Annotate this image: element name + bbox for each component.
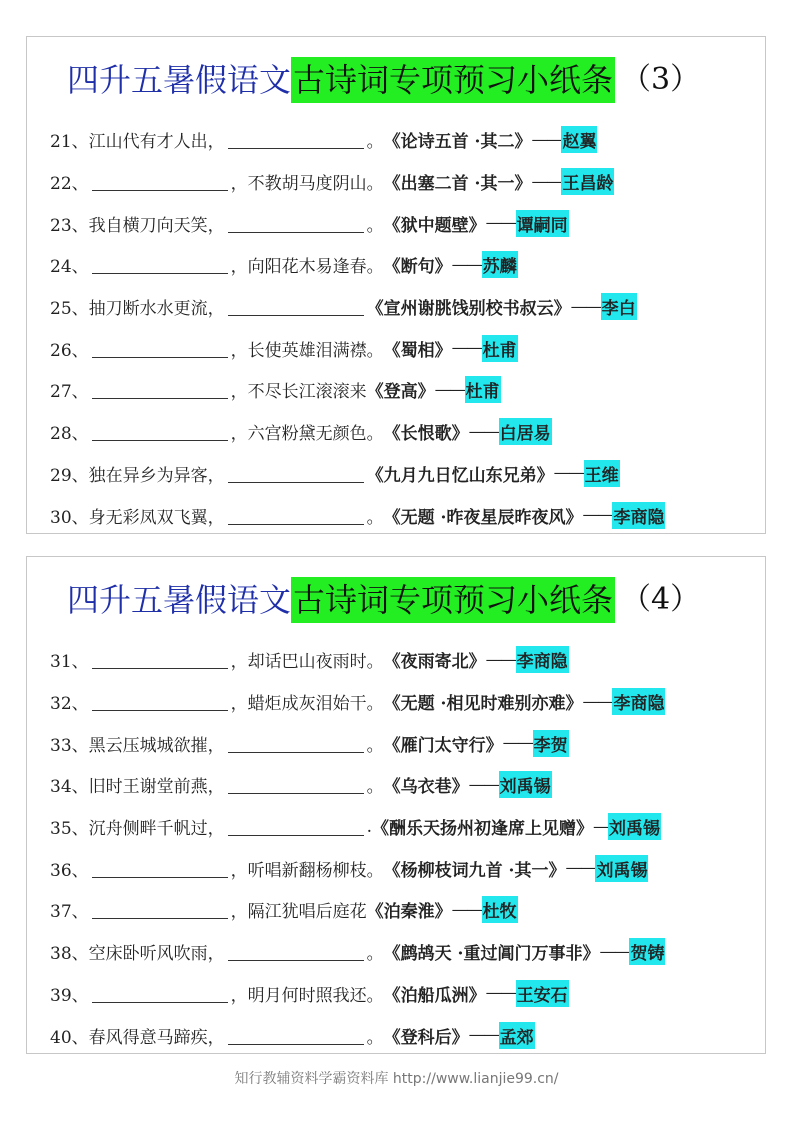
title-highlight: 古诗词专项预习小纸条 [291, 57, 615, 103]
line-after: . [366, 816, 373, 837]
poet-name: 李商隐 [516, 646, 569, 673]
question-row [50, 639, 665, 681]
poem-title: 《出塞二首 ·其一》 [383, 174, 532, 195]
answer-blank[interactable] [228, 942, 364, 961]
answer-blank[interactable] [228, 297, 364, 316]
question-row [50, 847, 665, 889]
title-number: （4） [621, 582, 701, 617]
line-before: 春风得意马蹄疾， [88, 1027, 225, 1048]
poet-name: 李贺 [533, 730, 569, 757]
question-row [50, 119, 665, 161]
question-number: 28、 [50, 424, 89, 445]
question-row [50, 369, 665, 411]
answer-blank[interactable] [92, 650, 228, 669]
poem-title: 《无题 ·相见时难别亦难》 [383, 694, 583, 715]
poet-name: 杜牧 [482, 896, 518, 923]
poem-title: 《泊秦淮》 [366, 902, 452, 923]
question-row [50, 494, 665, 536]
line-after: ，不尽长江滚滚来 [230, 382, 367, 403]
attribution-dash: —— [451, 254, 482, 275]
question-number: 21、 [50, 132, 89, 153]
answer-blank[interactable] [92, 859, 228, 878]
question-row [50, 1014, 665, 1056]
poem-title: 《断句》 [383, 257, 452, 278]
question-number: 36、 [50, 860, 89, 881]
poem-title: 《夜雨寄北》 [383, 652, 486, 673]
line-before: 江山代有才人出， [88, 132, 225, 153]
question-row [50, 889, 665, 931]
question-row [50, 806, 665, 848]
question-number: 39、 [50, 985, 89, 1006]
attribution-dash: —— [582, 691, 613, 712]
line-after: ，六宫粉黛无颜色。 [230, 424, 384, 445]
question-number: 29、 [50, 465, 89, 486]
answer-blank[interactable] [228, 506, 364, 525]
attribution-dash: —— [468, 1025, 499, 1046]
poet-name: 王维 [584, 460, 620, 487]
title-prefix: 四升五暑假语文 [67, 61, 292, 99]
poem-title: 《杨柳枝词九首 ·其一》 [383, 860, 566, 881]
question-number: 35、 [50, 819, 89, 840]
line-after: 。 [366, 507, 384, 528]
worksheet-title [67, 57, 700, 103]
poet-name: 李商隐 [612, 688, 665, 715]
attribution-dash: —— [570, 296, 601, 317]
question-row [50, 722, 665, 764]
title-highlight: 古诗词专项预习小纸条 [291, 577, 615, 623]
line-before: 抽刀断水水更流， [88, 299, 225, 320]
question-row [50, 681, 665, 723]
worksheet-card-3 [26, 36, 766, 534]
attribution-dash: —— [485, 649, 516, 670]
answer-blank[interactable] [92, 172, 228, 191]
line-before: 我自横刀向天笑， [88, 215, 225, 236]
line-before: 空床卧听风吹雨， [88, 944, 225, 965]
attribution-dash: —— [434, 379, 465, 400]
worksheet-title [67, 577, 700, 623]
poet-name: 李商隐 [612, 502, 665, 529]
line-after: ，明月何时照我还。 [230, 985, 384, 1006]
question-number: 38、 [50, 944, 89, 965]
poet-name: 杜甫 [465, 376, 501, 403]
poet-name: 李白 [601, 293, 637, 320]
line-after: ，不教胡马度阴山。 [230, 174, 384, 195]
question-number: 40、 [50, 1027, 89, 1048]
attribution-dash: —— [582, 505, 613, 526]
poem-title: 《泊船瓜洲》 [383, 985, 486, 1006]
poem-title: 《宣州谢朓饯别校书叔云》 [366, 299, 571, 320]
attribution-dash: —— [451, 338, 482, 359]
poem-title: 《论诗五首 ·其二》 [383, 132, 532, 153]
poet-name: 刘禹锡 [608, 813, 661, 840]
question-row [50, 161, 665, 203]
attribution-dash: —— [502, 733, 533, 754]
question-list [50, 639, 665, 1056]
answer-blank[interactable] [92, 900, 228, 919]
line-after: 。 [366, 735, 384, 756]
poem-title: 《雁门太守行》 [383, 735, 503, 756]
question-row [50, 202, 665, 244]
question-row [50, 931, 665, 973]
poet-name: 贺铸 [629, 938, 665, 965]
poem-title: 《长恨歌》 [383, 424, 469, 445]
answer-blank[interactable] [92, 255, 228, 274]
attribution-dash: —— [531, 129, 562, 150]
answer-blank[interactable] [92, 380, 228, 399]
question-number: 32、 [50, 694, 89, 715]
question-row [50, 973, 665, 1015]
question-number: 26、 [50, 340, 89, 361]
attribution-dash: —— [599, 941, 630, 962]
answer-blank[interactable] [228, 775, 364, 794]
line-after: ，隔江犹唱后庭花 [230, 902, 367, 923]
attribution-dash: —— [485, 213, 516, 234]
poet-name: 刘禹锡 [595, 855, 648, 882]
question-row [50, 244, 665, 286]
line-before: 独在异乡为异客， [88, 465, 225, 486]
line-before: 身无彩凤双飞翼， [88, 507, 225, 528]
attribution-dash: —— [468, 421, 499, 442]
line-after: 。 [366, 1027, 384, 1048]
question-number: 30、 [50, 507, 89, 528]
question-number: 27、 [50, 382, 89, 403]
poem-title: 《登高》 [366, 382, 435, 403]
poem-title: 《无题 ·昨夜星辰昨夜风》 [383, 507, 583, 528]
poem-title: 《狱中题壁》 [383, 215, 486, 236]
question-row [50, 327, 665, 369]
line-after: 。 [366, 777, 384, 798]
line-after: ，向阳花木易逢春。 [230, 257, 384, 278]
answer-blank[interactable] [92, 984, 228, 1003]
answer-blank[interactable] [92, 339, 228, 358]
line-before: 黑云压城城欲摧， [88, 735, 225, 756]
answer-blank[interactable] [228, 734, 364, 753]
worksheet-card-4 [26, 556, 766, 1054]
poem-title: 《酬乐天扬州初逢席上见赠》 [372, 819, 594, 840]
question-number: 23、 [50, 215, 89, 236]
question-row [50, 286, 665, 328]
line-after: 。 [366, 215, 384, 236]
poem-title: 《九月九日忆山东兄弟》 [366, 465, 554, 486]
line-after: 。 [366, 132, 384, 153]
question-number: 37、 [50, 902, 89, 923]
poet-name: 谭嗣同 [516, 210, 569, 237]
question-number: 22、 [50, 174, 89, 195]
poet-name: 白居易 [499, 418, 552, 445]
line-after: 。 [366, 944, 384, 965]
question-list [50, 119, 665, 536]
poem-title: 《蜀相》 [383, 340, 452, 361]
poet-name: 苏麟 [482, 251, 518, 278]
attribution-dash: —— [485, 983, 516, 1004]
poem-title: 《登科后》 [383, 1027, 469, 1048]
poet-name: 刘禹锡 [499, 771, 552, 798]
title-number: （3） [621, 62, 701, 97]
question-number: 33、 [50, 735, 89, 756]
line-before: 旧时王谢堂前燕， [88, 777, 225, 798]
attribution-dash: —— [451, 899, 482, 920]
answer-blank[interactable] [92, 692, 228, 711]
title-prefix: 四升五暑假语文 [67, 581, 292, 619]
line-before: 沉舟侧畔千帆过， [88, 819, 225, 840]
answer-blank[interactable] [228, 817, 364, 836]
poet-name: 王昌龄 [561, 168, 614, 195]
line-after: ，听唱新翻杨柳枝。 [230, 860, 384, 881]
poem-title: 《乌衣巷》 [383, 777, 469, 798]
question-number: 34、 [50, 777, 89, 798]
attribution-dash: — [593, 816, 609, 837]
attribution-dash: —— [531, 171, 562, 192]
answer-blank[interactable] [228, 1026, 364, 1045]
question-row [50, 453, 665, 495]
answer-blank[interactable] [228, 464, 364, 483]
poet-name: 赵翼 [561, 126, 597, 153]
footer-source: 知行教辅资料学霸资料库 http://www.lianjie99.cn/ [234, 1071, 559, 1087]
poet-name: 王安石 [516, 980, 569, 1007]
answer-blank[interactable] [228, 130, 364, 149]
question-row [50, 764, 665, 806]
question-row [50, 411, 665, 453]
poet-name: 杜甫 [482, 335, 518, 362]
poem-title: 《鹧鸪天 ·重过阊门万事非》 [383, 944, 600, 965]
line-after: ，长使英雄泪满襟。 [230, 340, 384, 361]
attribution-dash: —— [553, 463, 584, 484]
line-after: ，却话巴山夜雨时。 [230, 652, 384, 673]
attribution-dash: —— [468, 774, 499, 795]
answer-blank[interactable] [92, 422, 228, 441]
attribution-dash: —— [565, 858, 596, 879]
question-number: 24、 [50, 257, 89, 278]
line-after: ，蜡炬成灰泪始干。 [230, 694, 384, 715]
question-number: 25、 [50, 299, 89, 320]
question-number: 31、 [50, 652, 89, 673]
answer-blank[interactable] [228, 214, 364, 233]
poet-name: 孟郊 [499, 1022, 535, 1049]
